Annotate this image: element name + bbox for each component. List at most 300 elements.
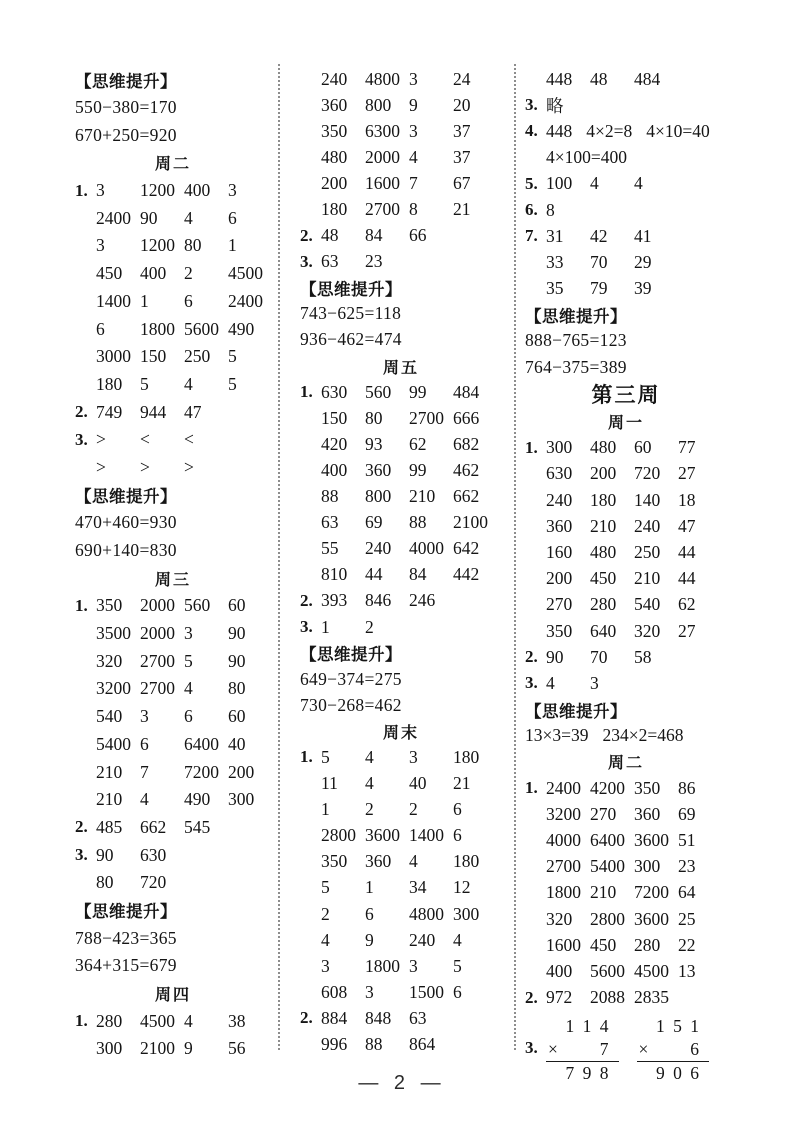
- answer-cell: 210: [96, 761, 123, 782]
- row-label: 3.: [300, 251, 313, 271]
- answer-cell: 9: [365, 929, 374, 950]
- answer-cell: 320: [634, 620, 661, 641]
- answer-cell: 90: [546, 646, 564, 667]
- row-label: 3.: [525, 673, 538, 693]
- row-label: 4.: [525, 121, 538, 141]
- answer-cell: 13×3=39: [525, 725, 589, 746]
- answer-cell: 400: [184, 180, 211, 201]
- answer-row: [300, 979, 502, 1005]
- answer-cell: 5: [140, 373, 149, 394]
- week-header: 周三: [154, 571, 191, 589]
- answer-cell: 4: [184, 678, 193, 699]
- answer-cell: 400: [546, 960, 573, 981]
- answer-cell: 810: [321, 564, 348, 585]
- answer-cell: 630: [140, 844, 167, 865]
- answer-cell: 450: [590, 568, 617, 589]
- answer-row: [300, 927, 502, 953]
- answer-row: [300, 849, 502, 875]
- answer-cell: 240: [546, 489, 573, 510]
- answer-cell: 5400: [590, 856, 625, 877]
- answer-cell: 240: [409, 929, 436, 950]
- answer-cell: 270: [546, 594, 573, 615]
- answer-cell: 160: [546, 541, 573, 562]
- answer-row: [525, 92, 727, 118]
- row-label: 1.: [300, 382, 313, 402]
- answer-cell: 5: [453, 955, 462, 976]
- answer-row: [75, 177, 271, 205]
- answer-cell: 448: [546, 68, 573, 89]
- answer-cell: 3200: [96, 678, 131, 699]
- answer-cell: 4: [140, 789, 149, 810]
- answer-cell: 5: [228, 346, 237, 367]
- answer-row: [525, 801, 727, 827]
- answer-row: [300, 823, 502, 849]
- answer-cell: 2700: [140, 650, 175, 671]
- answer-cell: 800: [365, 94, 392, 115]
- answer-row: [525, 854, 727, 880]
- answer-cell: 7: [140, 761, 149, 782]
- answer-cell: 39: [634, 278, 652, 299]
- answer-cell: 150: [140, 346, 167, 367]
- answer-cell: 5: [321, 746, 330, 767]
- answer-cell: 2835: [634, 987, 669, 1008]
- answer-cell: 4500: [228, 263, 263, 284]
- formula-line: 743−625=118: [300, 303, 402, 324]
- answer-cell: 2: [184, 263, 193, 284]
- answer-cell: 420: [321, 433, 348, 454]
- answer-cell: 200: [546, 568, 573, 589]
- answer-cell: 2: [365, 616, 374, 637]
- answer-cell: 9: [184, 1038, 193, 1059]
- answer-cell: 2700: [365, 199, 400, 220]
- answer-row: [300, 92, 502, 118]
- answer-cell: 4000: [409, 538, 444, 559]
- thinking-boost-header: 【思维提升】: [75, 488, 177, 507]
- row-label: 1.: [525, 437, 538, 457]
- answer-row: [525, 958, 727, 984]
- answer-cell: 84: [365, 225, 383, 246]
- answer-cell: <: [184, 429, 194, 450]
- week-header: 周五: [382, 359, 419, 377]
- answer-row: [525, 566, 727, 592]
- answer-row: [300, 457, 502, 483]
- answer-cell: 250: [634, 541, 661, 562]
- answers-column-right: [525, 66, 727, 1085]
- answer-cell: 2400: [546, 777, 581, 798]
- row-label: 2.: [300, 225, 313, 245]
- answer-cell: 4: [453, 929, 462, 950]
- answer-cell: 210: [409, 486, 436, 507]
- answer-cell: 2: [321, 903, 330, 924]
- answer-cell: 31: [546, 225, 564, 246]
- formula-line: 764−375=389: [525, 356, 627, 377]
- answer-cell: 484: [453, 381, 480, 402]
- answer-cell: 400: [140, 263, 167, 284]
- answer-cell: 2400: [228, 290, 263, 311]
- answer-cell: 7: [409, 172, 418, 193]
- answer-cell: 448: [546, 120, 573, 141]
- answer-cell: 62: [678, 594, 696, 615]
- answer-cell: 300: [453, 903, 480, 924]
- answer-cell: 6: [96, 318, 105, 339]
- answer-cell: 240: [321, 68, 348, 89]
- row-label: 1.: [75, 1011, 88, 1031]
- answer-cell: 3: [96, 180, 105, 201]
- answer-row: [300, 744, 502, 770]
- page-number: — 2 —: [358, 1072, 442, 1094]
- answer-cell: 3200: [546, 803, 581, 824]
- answer-cell: 350: [321, 851, 348, 872]
- answer-cell: 630: [546, 463, 573, 484]
- answer-cell: 40: [409, 773, 427, 794]
- answer-cell: 41: [634, 225, 652, 246]
- answer-row: [300, 875, 502, 901]
- answer-row: [75, 620, 271, 648]
- week-header: 周四: [154, 987, 191, 1005]
- answer-cell: 944: [140, 401, 167, 422]
- answer-cell: >: [96, 456, 106, 477]
- answer-row: [525, 461, 727, 487]
- answer-row: [300, 144, 502, 170]
- answer-cell: 462: [453, 459, 480, 480]
- answer-row: [300, 588, 502, 614]
- answer-cell: 450: [590, 934, 617, 955]
- answer-cell: 1400: [96, 290, 131, 311]
- answer-cell: 996: [321, 1034, 348, 1055]
- answer-cell: 180: [453, 746, 480, 767]
- answer-cell: 62: [409, 433, 427, 454]
- answer-cell: 484: [634, 68, 661, 89]
- answer-cell: 24: [453, 68, 471, 89]
- answer-cell: 79: [590, 278, 608, 299]
- answer-cell: 6: [453, 799, 462, 820]
- answer-row: [75, 1007, 271, 1035]
- answer-cell: 44: [678, 541, 696, 562]
- answer-row: [300, 170, 502, 196]
- answer-cell: 666: [453, 407, 480, 428]
- answer-cell: 47: [184, 401, 202, 422]
- answer-cell: 23: [678, 856, 696, 877]
- formula-line: 730−268=462: [300, 694, 402, 715]
- answer-cell: 480: [590, 541, 617, 562]
- answer-cell: 884: [321, 1007, 348, 1028]
- answer-cell: 3: [96, 235, 105, 256]
- answer-cell: 180: [590, 489, 617, 510]
- answer-row: [525, 723, 727, 749]
- answer-cell: 6: [365, 903, 374, 924]
- answer-cell: 4: [365, 746, 374, 767]
- answer-cell: 2000: [140, 595, 175, 616]
- answer-cell: 20: [453, 94, 471, 115]
- answer-cell: 150: [321, 407, 348, 428]
- formula-line: 470+460=930: [75, 512, 177, 533]
- answers-column-left: [75, 66, 271, 1063]
- answer-cell: 1: [321, 616, 330, 637]
- answer-cell: 2000: [140, 623, 175, 644]
- answer-row: [75, 426, 271, 454]
- formula-line: 649−374=275: [300, 668, 402, 689]
- answer-cell: 48: [321, 225, 339, 246]
- answer-row: [525, 145, 727, 171]
- answer-cell: 720: [634, 463, 661, 484]
- answer-row: [75, 758, 271, 786]
- row-label: 3.: [525, 1037, 538, 1057]
- answer-cell: 4000: [546, 830, 581, 851]
- row-label: 1.: [300, 747, 313, 767]
- answer-cell: 100: [546, 173, 573, 194]
- answer-row: [525, 197, 727, 223]
- answer-row: [75, 204, 271, 232]
- product: 7 9 8: [565, 1062, 611, 1083]
- answer-cell: 90: [140, 207, 158, 228]
- answer-cell: 5400: [96, 733, 131, 754]
- answer-cell: 749: [96, 401, 123, 422]
- formula-line: 888−765=123: [525, 330, 627, 351]
- answer-cell: 200: [228, 761, 255, 782]
- answer-cell: 400: [321, 459, 348, 480]
- answer-cell: 2: [365, 799, 374, 820]
- answer-cell: 4: [409, 851, 418, 872]
- answer-row: [75, 1035, 271, 1063]
- answer-cell: <: [140, 429, 150, 450]
- answer-cell: 5: [228, 373, 237, 394]
- answer-cell: 320: [96, 650, 123, 671]
- answer-cell: 3: [184, 623, 193, 644]
- answer-cell: 58: [634, 646, 652, 667]
- answer-cell: 63: [321, 251, 339, 272]
- answer-row: [75, 260, 271, 288]
- answer-cell: 22: [678, 934, 696, 955]
- row-label: 2.: [300, 590, 313, 610]
- answer-cell: 23: [365, 251, 383, 272]
- answer-cell: 540: [96, 706, 123, 727]
- answer-cell: 210: [96, 789, 123, 810]
- answer-cell: 2800: [590, 908, 625, 929]
- answer-cell: 2100: [453, 512, 488, 533]
- answer-cell: 66: [409, 225, 427, 246]
- answer-cell: 21: [453, 199, 471, 220]
- answer-cell: 2000: [365, 146, 400, 167]
- multiplier: 7: [599, 1038, 611, 1059]
- answer-row: [75, 703, 271, 731]
- answer-cell: 7200: [184, 761, 219, 782]
- answer-row: [75, 232, 271, 260]
- answer-cell: 972: [546, 987, 573, 1008]
- answer-cell: 80: [96, 872, 114, 893]
- answer-cell: 4: [365, 773, 374, 794]
- formula-line: 670+250=920: [75, 124, 177, 145]
- answer-row: [75, 592, 271, 620]
- answer-row: [525, 618, 727, 644]
- answer-row: [525, 223, 727, 249]
- answer-cell: 300: [634, 856, 661, 877]
- answer-row: [75, 731, 271, 759]
- row-label: 3.: [75, 845, 88, 865]
- thinking-boost-header: 【思维提升】: [525, 702, 627, 721]
- answer-cell: 60: [634, 437, 652, 458]
- answer-cell: 246: [409, 590, 436, 611]
- answer-cell: 90: [96, 844, 114, 865]
- answer-cell: 360: [321, 94, 348, 115]
- answer-cell: 300: [228, 789, 255, 810]
- answer-cell: 33: [546, 251, 564, 272]
- answer-cell: 846: [365, 590, 392, 611]
- answer-cell: 21: [453, 773, 471, 794]
- answer-cell: 27: [678, 620, 696, 641]
- answer-cell: 5: [321, 877, 330, 898]
- answer-cell: 140: [634, 489, 661, 510]
- thinking-boost-header: 【思维提升】: [75, 72, 177, 91]
- answer-cell: 280: [96, 1010, 123, 1031]
- answer-cell: 1200: [140, 235, 175, 256]
- answer-cell: 80: [365, 407, 383, 428]
- answer-row: [300, 1005, 502, 1031]
- answer-cell: >: [96, 429, 106, 450]
- answer-cell: 70: [590, 646, 608, 667]
- answer-cell: 3500: [96, 623, 131, 644]
- answer-cell: 2100: [140, 1038, 175, 1059]
- answer-cell: 4200: [590, 777, 625, 798]
- answer-cell: 4: [409, 146, 418, 167]
- answer-row: [525, 827, 727, 853]
- answer-cell: 37: [453, 146, 471, 167]
- answer-cell: 360: [365, 851, 392, 872]
- answer-cell: 4: [590, 173, 599, 194]
- answer-cell: 6300: [365, 120, 400, 141]
- answer-row: [300, 536, 502, 562]
- answer-cell: 3: [140, 706, 149, 727]
- answer-cell: 3600: [634, 908, 669, 929]
- answer-cell: 490: [228, 318, 255, 339]
- answer-cell: 69: [678, 803, 696, 824]
- answer-cell: >: [140, 456, 150, 477]
- formula-line: 550−380=170: [75, 97, 177, 118]
- answer-cell: 200: [590, 463, 617, 484]
- answer-cell: 8: [409, 199, 418, 220]
- answer-row: [300, 797, 502, 823]
- answer-cell: 560: [365, 381, 392, 402]
- answer-cell: 99: [409, 381, 427, 402]
- answer-row: [300, 614, 502, 640]
- answer-row: [75, 315, 271, 343]
- answer-cell: 42: [590, 225, 608, 246]
- row-label: 5.: [525, 173, 538, 193]
- answer-cell: 4500: [140, 1010, 175, 1031]
- answer-cell: 37: [453, 120, 471, 141]
- formula-line: 788−423=365: [75, 927, 177, 948]
- answer-cell: 3: [409, 746, 418, 767]
- answer-cell: 4: [634, 173, 643, 194]
- answer-cell: 480: [321, 146, 348, 167]
- answer-cell: 350: [546, 620, 573, 641]
- answer-cell: 640: [590, 620, 617, 641]
- answer-cell: 210: [590, 882, 617, 903]
- answer-row: [75, 869, 271, 897]
- answer-cell: 545: [184, 816, 211, 837]
- multiplicand: 1 1 4: [565, 1015, 611, 1036]
- answer-row: [75, 398, 271, 426]
- formula-line: 936−462=474: [300, 329, 402, 350]
- answer-cell: 4×100=400: [546, 147, 627, 168]
- week-header: 周末: [382, 724, 419, 742]
- answer-cell: 4800: [365, 68, 400, 89]
- column-divider-dotted: [278, 64, 280, 1050]
- answer-row: [525, 644, 727, 670]
- answer-cell: 3: [409, 955, 418, 976]
- answer-cell: 250: [184, 346, 211, 367]
- answer-cell: 84: [409, 564, 427, 585]
- formula-line: 364+315=679: [75, 955, 177, 976]
- formula-line: 690+140=830: [75, 540, 177, 561]
- answer-cell: 360: [365, 459, 392, 480]
- answer-cell: 485: [96, 816, 123, 837]
- answer-cell: 90: [228, 623, 246, 644]
- answer-cell: 77: [678, 437, 696, 458]
- answer-cell: 864: [409, 1034, 436, 1055]
- answer-cell: 88: [365, 1034, 383, 1055]
- answer-cell: 3: [409, 120, 418, 141]
- answer-row: [300, 901, 502, 927]
- answer-cell: 99: [409, 459, 427, 480]
- answer-cell: 11: [321, 773, 338, 794]
- row-label: 1.: [75, 180, 88, 200]
- row-label: 1.: [75, 595, 88, 615]
- answer-cell: 210: [590, 515, 617, 536]
- answer-cell: 6400: [590, 830, 625, 851]
- answer-cell: 848: [365, 1007, 392, 1028]
- answer-cell: 56: [228, 1038, 246, 1059]
- answer-cell: 5: [184, 650, 193, 671]
- answer-cell: 280: [634, 934, 661, 955]
- answer-cell: 8: [546, 199, 555, 220]
- answer-cell: 18: [678, 489, 696, 510]
- answer-row: [300, 118, 502, 144]
- answer-cell: 3: [590, 672, 599, 693]
- answer-row: [75, 675, 271, 703]
- answer-cell: 360: [634, 803, 661, 824]
- answer-cell: 200: [321, 172, 348, 193]
- answer-cell: 51: [678, 830, 696, 851]
- answer-cell: 1500: [409, 981, 444, 1002]
- row-label: 3.: [75, 429, 88, 449]
- answer-row: [300, 484, 502, 510]
- answer-cell: 63: [409, 1007, 427, 1028]
- answer-cell: 350: [634, 777, 661, 798]
- answer-cell: 5600: [184, 318, 219, 339]
- answer-cell: 4×2=8: [586, 120, 633, 141]
- week-header: 周二: [154, 156, 191, 174]
- week-header: 周一: [607, 415, 644, 433]
- answer-row: [525, 276, 727, 302]
- row-label: 2.: [75, 817, 88, 837]
- answer-row: [75, 786, 271, 814]
- answer-row: [300, 66, 502, 92]
- product: 9 0 6: [656, 1062, 701, 1083]
- week-header: 周二: [607, 755, 644, 773]
- answer-cell: 55: [321, 538, 339, 559]
- answer-cell: 280: [590, 594, 617, 615]
- answer-cell: 2700: [409, 407, 444, 428]
- answer-cell: 64: [678, 882, 696, 903]
- answer-row: [525, 906, 727, 932]
- answer-row: [300, 223, 502, 249]
- answer-row: [525, 487, 727, 513]
- answer-cell: 86: [678, 777, 696, 798]
- answer-row: [75, 288, 271, 316]
- answer-cell: 3000: [96, 346, 131, 367]
- answer-cell: 63: [321, 512, 339, 533]
- answer-cell: 360: [546, 515, 573, 536]
